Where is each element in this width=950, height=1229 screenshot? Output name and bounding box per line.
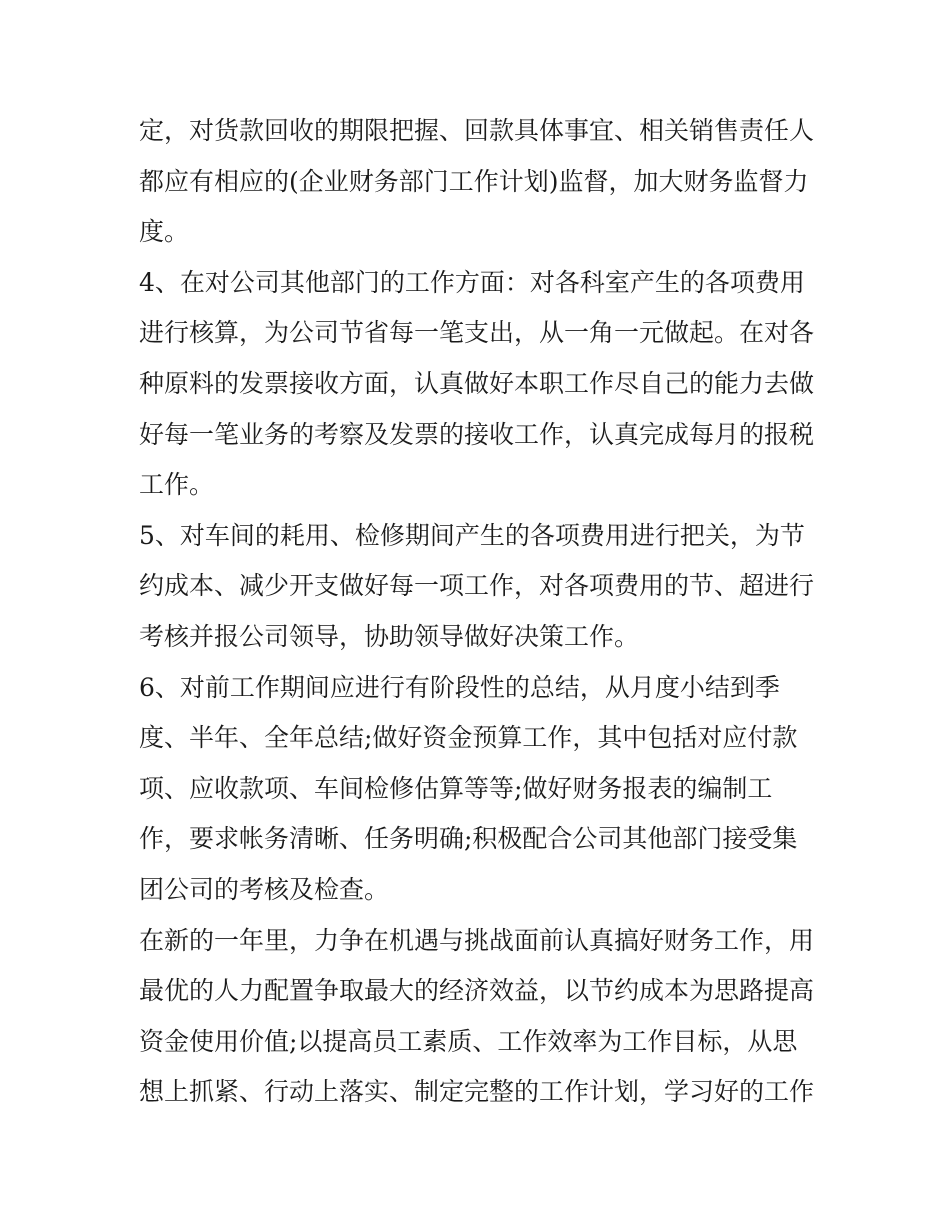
text-line: 5、对车间的耗用、检修期间产生的各项费用进行把关，为节 <box>139 520 805 550</box>
text-line: 都应有相应的(企业财务部门工作计划)监督，加大财务监督力 <box>139 166 809 196</box>
text-line: 定，对货款回收的期限把握、回款具体事宜、相关销售责任人 <box>139 116 815 145</box>
text-line: 考核并报公司领导，协助领导做好决策工作。 <box>139 621 640 651</box>
text-line: 4、在对公司其他部门的工作方面：对各科室产生的各项费用 <box>139 267 805 297</box>
text-line: 约成本、减少开支做好每一项工作，对各项费用的节、超进行 <box>139 571 815 601</box>
text-line: 想上抓紧、行动上落实、制定完整的工作计划，学习好的工作 <box>139 1077 815 1107</box>
text-line: 作，要求帐务清晰、任务明确;积极配合公司其他部门接受集 <box>139 824 798 854</box>
text-line: 度、半年、全年总结;做好资金预算工作，其中包括对应付款 <box>139 723 798 753</box>
text-line: 种原料的发票接收方面，认真做好本职工作尽自己的能力去做 <box>139 368 815 398</box>
text-line: 6、对前工作期间应进行有阶段性的总结，从月度小结到季 <box>139 672 780 702</box>
text-line: 好每一笔业务的考察及发票的接收工作，认真完成每月的报税 <box>139 419 815 449</box>
text-line: 进行核算，为公司节省每一笔支出，从一角一元做起。在对各 <box>139 318 815 348</box>
text-line: 度。 <box>139 217 190 247</box>
text-line: 资金使用价值;以提高员工素质、工作效率为工作目标，从思 <box>139 1026 798 1056</box>
text-line: 最优的人力配置争取最大的经济效益，以节约成本为思路提高 <box>139 976 815 1006</box>
text-line: 团公司的考核及检查。 <box>139 874 390 904</box>
body-text <box>139 106 819 1118</box>
text-line: 项、应收款项、车间检修估算等等;做好财务报表的编制工 <box>139 773 773 803</box>
text-line: 工作。 <box>139 470 215 500</box>
text-line: 在新的一年里，力争在机遇与挑战面前认真搞好财务工作，用 <box>139 925 815 955</box>
